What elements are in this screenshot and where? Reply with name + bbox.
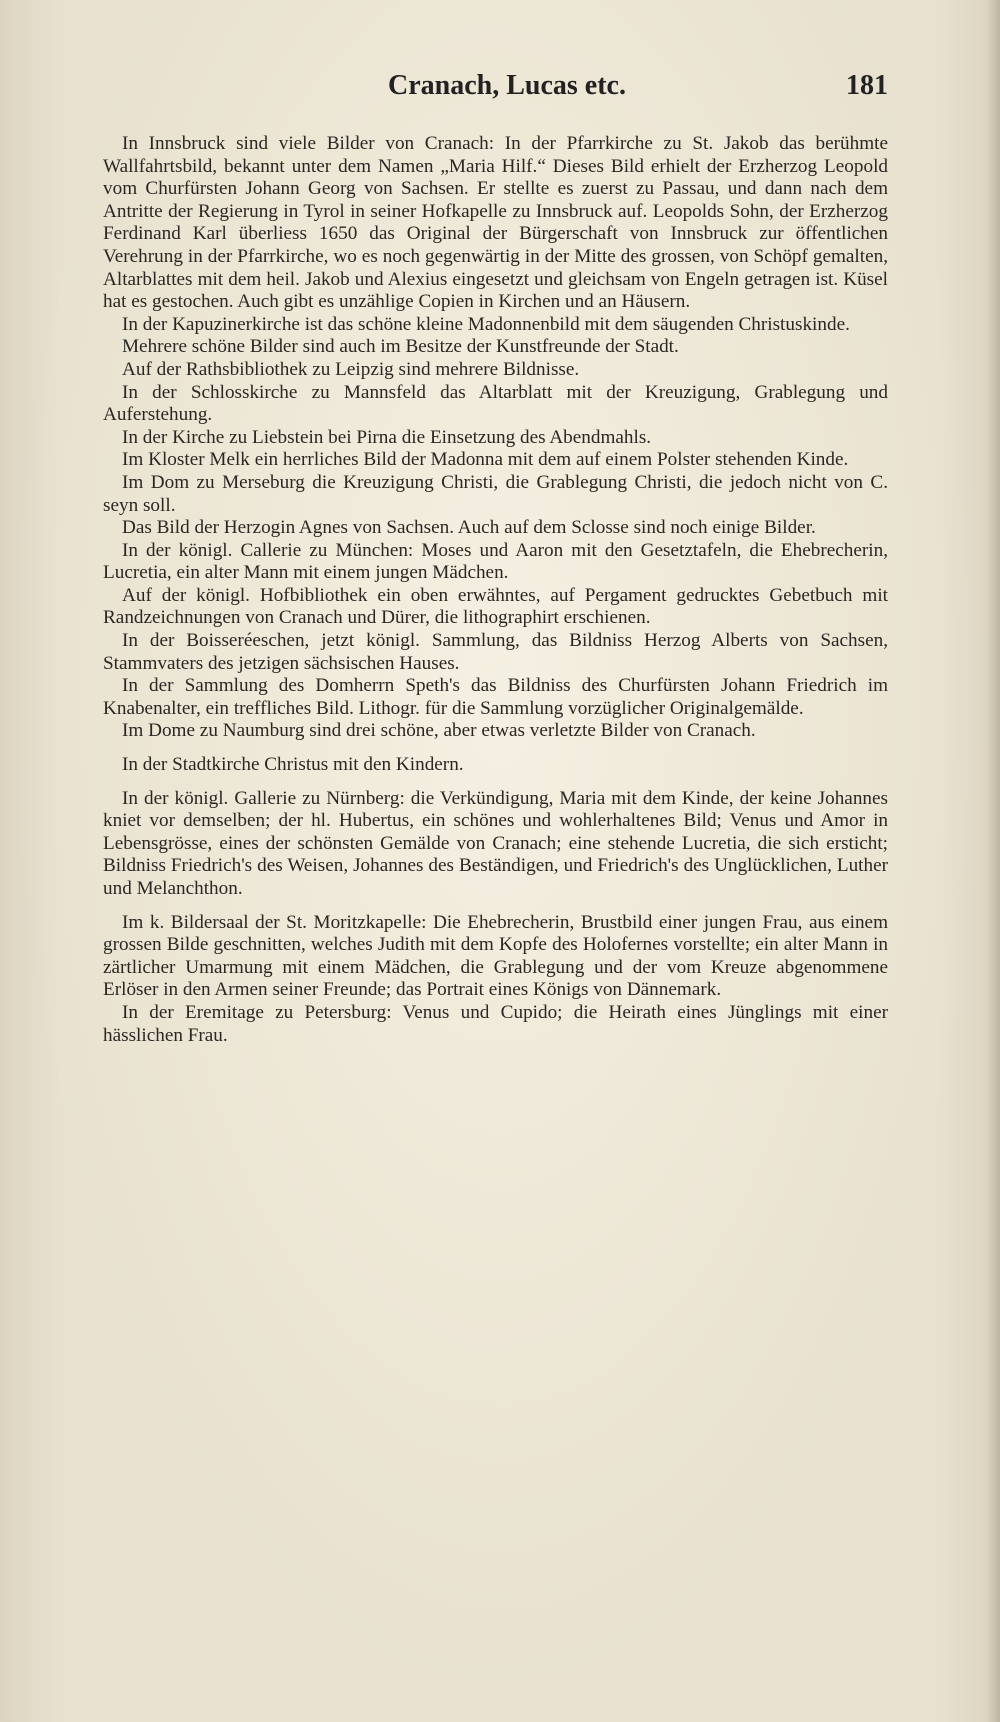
paragraph-boisseree: In der Boisseréeschen, jetzt königl. Sammlung, das Bildniss Herzog Alberts von Sachsen, Stammvaters des jetzigen sächsischen Hauses. [103,630,888,674]
paragraph-mannsfeld: In der Schlosskirche zu Mannsfeld das Altarblatt mit der Kreuzigung, Grablegung und Auferstehung. [103,381,888,426]
page-edge-shadow [986,0,1000,1722]
paragraph-leipzig: Auf der Rathsbibliothek zu Leipzig sind mehrere Bildnisse. [122,358,580,380]
body-text [103,133,888,1047]
paragraph-nuernberg: In der königl. Gallerie zu Nürnberg: die Verkündigung, Maria mit dem Kinde, der keine Johannes kniet vor demselben; der hl. Hubertus, ein schönes und wohlerhaltenes Bild; Venus und Amor in Lebensgrösse, eines der schönsten Gemälde von Cranach; eine stehende Lucretia, die sich ersticht; Bildniss Friedrich's des Weisen, Johannes des Beständigen, und Friedrich's des Unglücklichen, Luther und Melanchthon. [103,787,888,899]
paragraph-herzogin-agnes: Das Bild der Herzogin Agnes von Sachsen. Auch auf dem Sclosse sind noch einige Bilder. [122,517,816,539]
paragraph-hofbibliothek: Auf der königl. Hofbibliothek ein oben erwähntes, auf Pergament gedrucktes Gebetbuch mit Randzeichnungen von Cranach und Dürer, die lithographirt erschienen. [103,584,888,629]
paragraph-stadtkirche: In der Stadtkirche Christus mit den Kindern. [122,754,464,776]
paragraph-naumburg: Im Dome zu Naumburg sind drei schöne, aber etwas verletzte Bilder von Cranach. [122,720,756,742]
paragraph-muenchen: In der königl. Callerie zu München: Moses und Aaron mit den Gesetztafeln, die Ehebrecherin, Lucretia, ein alter Mann mit einem jungen Mädchen. [103,539,888,584]
paragraph-merseburg: Im Dom zu Merseburg die Kreuzigung Christi, die Grablegung Christi, die jedoch nicht von C. seyn soll. [103,471,888,516]
running-head: Cranach, Lucas etc. [388,70,626,101]
paragraph-kapuzinerkirche: In der Kapuzinerkirche ist das schöne kleine Madonnenbild mit dem säugenden Christuskinde. [122,313,850,335]
paragraph-moritzkapelle: Im k. Bildersaal der St. Moritzkapelle: Die Ehebrecherin, Brustbild einer jungen Frau, aus einem grossen Bilde geschnitten, welches Judith mit dem Kopfe des Holofernes vorstellte; ein alter Mann in zärtlicher Umarmung mit einem Mädchen, die Grablegung und der vom Kreuze abgenommene Erlöser in den Armen seiner Freunde; das Portrait eines Königs von Dännemark. [103,911,888,1001]
paragraph-speth: In der Sammlung des Domherrn Speth's das Bildniss des Churfürsten Johann Friedrich im Knabenalter, ein treffliches Bild. Lithogr. für die Sammlung vorzüglicher Originalgemälde. [103,675,888,719]
paragraph-melk: Im Kloster Melk ein herrliches Bild der Madonna mit dem auf einem Polster stehenden Kinde. [122,449,849,471]
page-number: 181 [846,70,888,101]
paragraph-liebstein: In der Kirche zu Liebstein bei Pirna die Einsetzung des Abendmahls. [122,426,652,448]
page-header [126,70,888,110]
paragraph-petersburg: In der Eremitage zu Petersburg: Venus und Cupido; die Heirath eines Jünglings mit einer hässlichen Frau. [103,1001,888,1046]
paragraph-kunstfreunde: Mehrere schöne Bilder sind auch im Besitze der Kunstfreunde der Stadt. [122,336,679,358]
paragraph-innsbruck: In Innsbruck sind viele Bilder von Cranach: In der Pfarrkirche zu St. Jakob das berühmte Wallfahrtsbild, bekannt unter dem Namen „Maria Hilf.“ Dieses Bild erhielt der Erzherzog Leopold vom Churfürsten Johann Georg von Sachsen. Er stellte es zuerst zu Passau, und dann nach dem Antritte der Regierung in Tyrol in seiner Hofkapelle zu Innsbruck auf. Leopolds Sohn, der Erzherzog Ferdinand Karl überliess 1650 das Original der Bürgerschaft von Innsbruck zur öffentlichen Verehrung in der Pfarrkirche, wo es noch gegenwärtig in der Mitte des grossen, von Schöpf gemalten, Altarblattes mit dem heil. Jakob und Alexius eingesetzt und gleichsam von Engeln getragen ist. Küsel hat es gestochen. Auch gibt es unzählige Copien in Kirchen und an Häusern. [103,133,888,313]
